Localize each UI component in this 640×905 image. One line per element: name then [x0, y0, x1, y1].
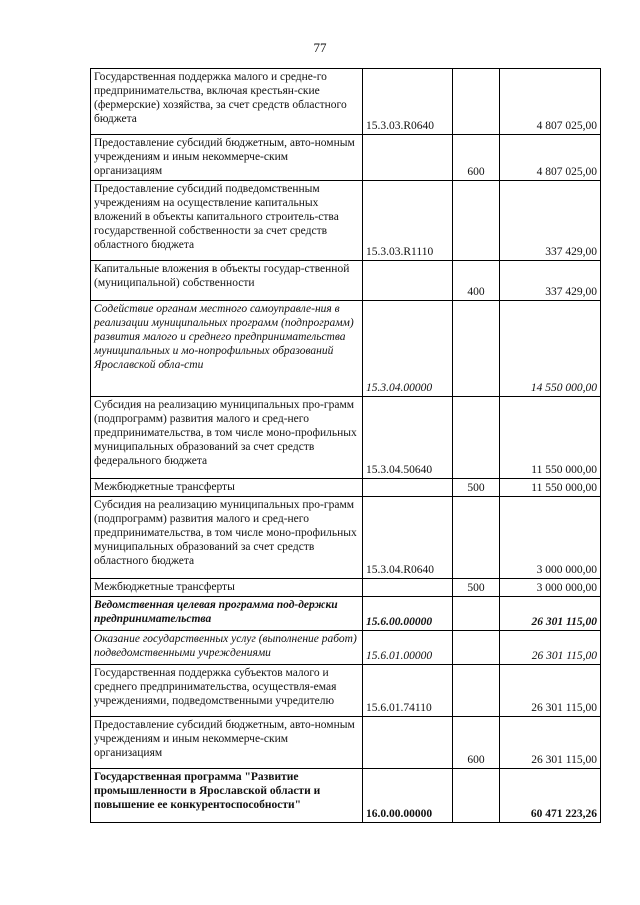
- row-expense-type-cell: [453, 301, 500, 397]
- row-code-cell: [363, 579, 453, 597]
- row-name-cell: Субсидия на реализацию муниципальных про-грамм (подпрограмм) развития малого и сред-него предпринимательства, в том числе моно-профильных муниципальных образований за счет средств федерального бюджета: [91, 397, 363, 479]
- row-amount-cell: 26 301 115,00: [500, 631, 601, 665]
- budget-table: [90, 68, 601, 823]
- row-code-cell: [363, 479, 453, 497]
- table-row: [91, 769, 601, 823]
- table-row: [91, 579, 601, 597]
- table-row: [91, 397, 601, 479]
- row-expense-type-cell: [453, 597, 500, 631]
- table-row: [91, 135, 601, 181]
- row-amount-cell: 11 550 000,00: [500, 479, 601, 497]
- row-name-cell: Оказание государственных услуг (выполнение работ) подведомственными учреждениями: [91, 631, 363, 665]
- row-code-cell: 15.3.03.R1110: [363, 181, 453, 261]
- page-number: 77: [313, 40, 327, 55]
- row-code-cell: 15.3.03.R0640: [363, 69, 453, 135]
- row-amount-cell: 3 000 000,00: [500, 579, 601, 597]
- row-code-cell: [363, 717, 453, 769]
- row-name-cell: Государственная поддержка субъектов малого и среднего предпринимательства, осуществля-емая учреждениями, подведомственными учредителю: [91, 665, 363, 717]
- row-amount-cell: 4 807 025,00: [500, 135, 601, 181]
- row-code-cell: [363, 135, 453, 181]
- table-row: [91, 69, 601, 135]
- row-expense-type-cell: 600: [453, 717, 500, 769]
- table-row: [91, 181, 601, 261]
- row-name-cell: Ведомственная целевая программа под-держки предпринимательства: [91, 597, 363, 631]
- table-row: [91, 717, 601, 769]
- row-name-cell: Межбюджетные трансферты: [91, 579, 363, 597]
- row-code-cell: 15.3.04.R0640: [363, 497, 453, 579]
- row-name-cell: Государственная поддержка малого и средне-го предпринимательства, включая крестьян-ские (фермерские) хозяйства, за счет средств областного бюджета: [91, 69, 363, 135]
- row-code-cell: 15.6.01.00000: [363, 631, 453, 665]
- table-row: [91, 631, 601, 665]
- row-amount-cell: 26 301 115,00: [500, 597, 601, 631]
- row-code-cell: 15.3.04.00000: [363, 301, 453, 397]
- row-amount-cell: 26 301 115,00: [500, 717, 601, 769]
- row-name-cell: Предоставление субсидий подведомственным учреждениям на осуществление капитальных вложений в объекты капитального строитель-ства государственной собственности за счет средств областного бюджета: [91, 181, 363, 261]
- row-code-cell: 16.0.00.00000: [363, 769, 453, 823]
- row-amount-cell: 60 471 223,26: [500, 769, 601, 823]
- row-name-cell: Межбюджетные трансферты: [91, 479, 363, 497]
- row-amount-cell: 11 550 000,00: [500, 397, 601, 479]
- row-amount-cell: 26 301 115,00: [500, 665, 601, 717]
- row-expense-type-cell: 600: [453, 135, 500, 181]
- row-expense-type-cell: [453, 665, 500, 717]
- row-amount-cell: 3 000 000,00: [500, 497, 601, 579]
- row-expense-type-cell: [453, 769, 500, 823]
- table-row: [91, 261, 601, 301]
- row-name-cell: Субсидия на реализацию муниципальных про-грамм (подпрограмм) развития малого и сред-него предпринимательства, в том числе моно-профильных муниципальных образований за счет средств областного бюджета: [91, 497, 363, 579]
- table-row: [91, 497, 601, 579]
- row-expense-type-cell: 500: [453, 479, 500, 497]
- row-name-cell: Содействие органам местного самоуправле-ния в реализации муниципальных программ (подпрограмм) развития малого и среднего предпринимательства муниципальных и мо-нопрофильных образований Ярославской обла-сти: [91, 301, 363, 397]
- row-amount-cell: 14 550 000,00: [500, 301, 601, 397]
- row-name-cell: Капитальные вложения в объекты государ-ственной (муниципальной) собственности: [91, 261, 363, 301]
- table-row: [91, 479, 601, 497]
- row-amount-cell: 337 429,00: [500, 261, 601, 301]
- table-row: [91, 597, 601, 631]
- budget-table-body: [91, 69, 601, 823]
- row-code-cell: 15.6.00.00000: [363, 597, 453, 631]
- row-amount-cell: 337 429,00: [500, 181, 601, 261]
- row-code-cell: [363, 261, 453, 301]
- row-expense-type-cell: [453, 69, 500, 135]
- row-code-cell: 15.3.04.50640: [363, 397, 453, 479]
- row-name-cell: Предоставление субсидий бюджетным, авто-номным учреждениям и иным некоммерче-ским организациям: [91, 717, 363, 769]
- row-expense-type-cell: [453, 181, 500, 261]
- table-row: [91, 665, 601, 717]
- row-expense-type-cell: [453, 497, 500, 579]
- row-name-cell: Государственная программа "Развитие промышленности в Ярославской области и повышение ее конкурентоспособности": [91, 769, 363, 823]
- row-amount-cell: 4 807 025,00: [500, 69, 601, 135]
- row-expense-type-cell: [453, 397, 500, 479]
- row-expense-type-cell: 500: [453, 579, 500, 597]
- row-expense-type-cell: [453, 631, 500, 665]
- row-expense-type-cell: 400: [453, 261, 500, 301]
- table-row: [91, 301, 601, 397]
- row-code-cell: 15.6.01.74110: [363, 665, 453, 717]
- row-name-cell: Предоставление субсидий бюджетным, авто-номным учреждениям и иным некоммерче-ским организациям: [91, 135, 363, 181]
